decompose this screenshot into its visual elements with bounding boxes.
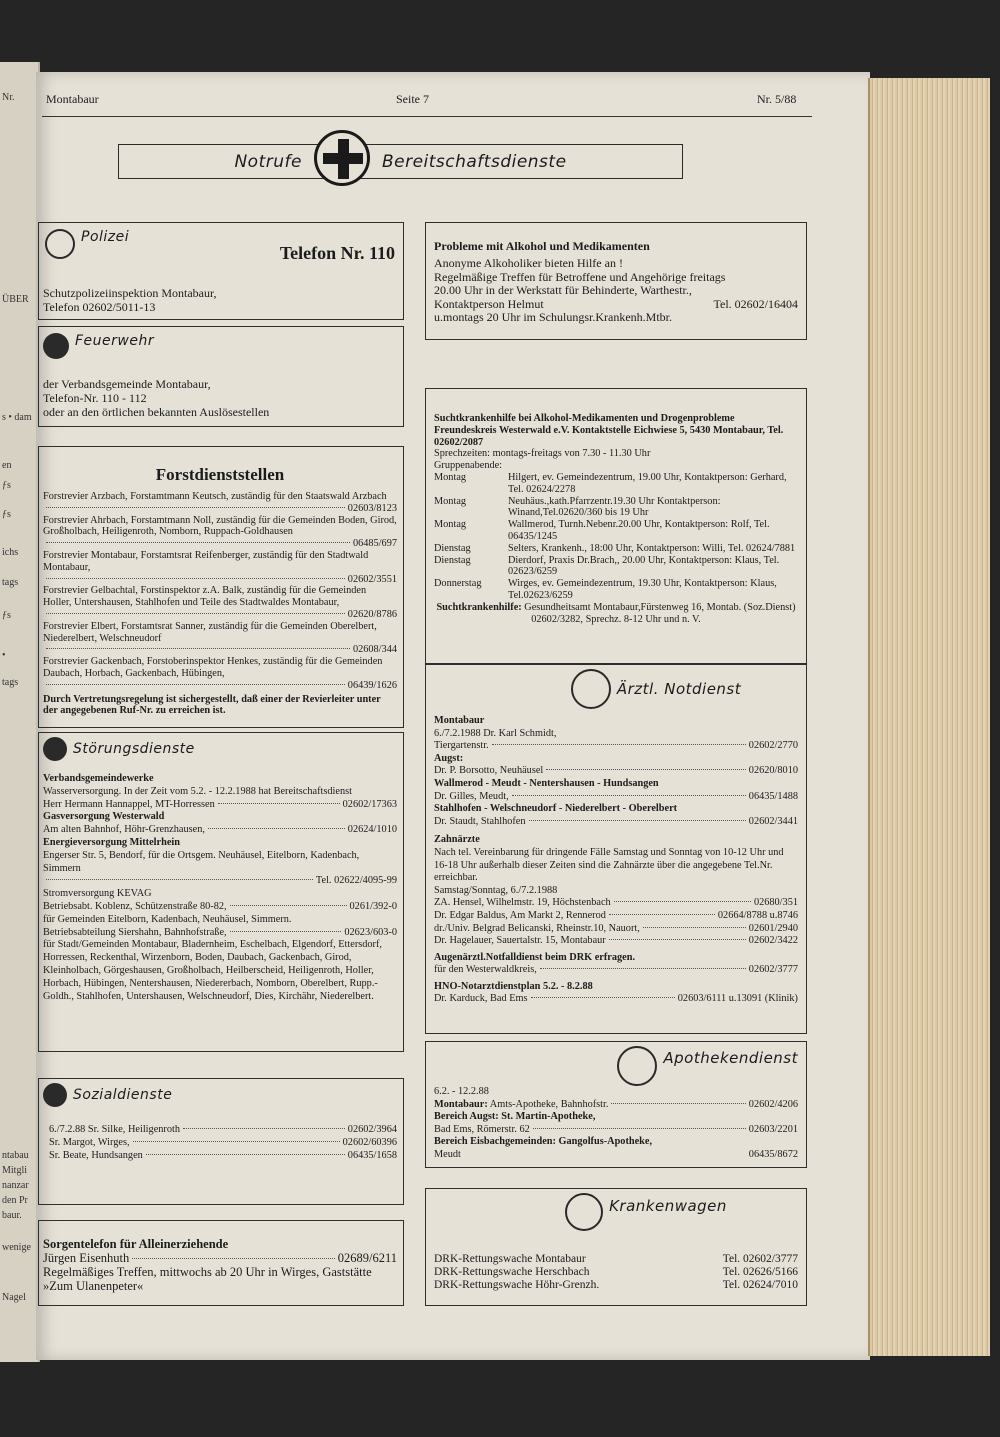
arzt-region: Wallmerod - Meudt - Nentershausen - Hundsangen (434, 777, 659, 789)
sucht-groups-label: Gruppenabende: (434, 460, 503, 472)
apotheke-line: Meudt 06435/8672 (434, 1148, 798, 1160)
arzt-box (425, 664, 807, 1034)
arzt-line: Dr. Gilles, Meudt, 06435/1488 (434, 790, 798, 802)
sucht-hours: Sprechzeiten: montags-freitags von 7.30 - 11.30 Uhr (434, 448, 651, 460)
left-fragment: wenige (2, 1242, 31, 1253)
apotheke-heading-text: Apothekendienst (663, 1049, 798, 1067)
sorgen-text: Regelmäßiges Treffen, mittwochs ab 20 Uhr in Wirges, Gaststätte »Zum Ulanenpeter« (43, 1265, 372, 1293)
arzt-hno: HNO-Notarztdienstplan 5.2. - 8.2.88 (434, 980, 593, 992)
left-page-edge (0, 62, 40, 1362)
left-fragment: ƒs (2, 480, 11, 491)
feuerwehr-text (43, 377, 269, 419)
left-fragment: ntabau (2, 1150, 29, 1161)
alkohol-line: Regelmäßige Treffen für Betroffene und Angehörige freitags (434, 269, 726, 284)
kranken-list (434, 1253, 798, 1292)
left-fragment: Nagel (2, 1292, 26, 1303)
sozial-line: 6./7.2.88 Sr. Silke, Heiligenroth 02602/3964 (49, 1124, 397, 1135)
left-fragment: ichs (2, 547, 19, 558)
arzt-region: Montabaur (434, 715, 485, 726)
forst-phone: 02608/344 (352, 644, 397, 656)
kranken-box (425, 1188, 807, 1306)
ambulance-cross-icon (565, 1193, 603, 1231)
stoerung-line: Energieversorgung Mittelrhein (43, 836, 180, 848)
left-fragment: tags (2, 677, 19, 688)
left-fragment: s • dam (2, 412, 32, 423)
title-banner (118, 144, 683, 179)
police-badge-icon (45, 229, 75, 259)
alkohol-contact: Kontaktperson Helmut Tel. 02602/16404 (434, 296, 798, 311)
polizei-box (38, 222, 404, 320)
header-town: Montabaur (46, 92, 99, 106)
alkohol-line: 20.00 Uhr in der Werkstatt für Behinderte, Warthestr., (434, 283, 692, 297)
sozial-box (38, 1078, 404, 1205)
left-fragment: en (2, 460, 12, 471)
kranken-heading (494, 1193, 798, 1231)
left-fragment: baur. (2, 1210, 22, 1221)
arzt-line: 6./7.2.1988 Dr. Karl Schmidt, (434, 727, 557, 739)
forst-entry: Forstrevier Gelbachtal, Forstinspektor z.A. Balk, zuständig für die Gemeinden Holler, Untershausen, Stahlhofen und Teile des Stadtwaldes Montabaur, 02620/8786 (43, 585, 397, 620)
stoerung-line: Wasserversorgung. In der Zeit vom 5.2. - 12.2.1988 hat Bereitschaftsdienst (43, 785, 352, 797)
stoerung-line: Betriebsabt. Koblenz, Schützenstraße 80-82, 0261/392-0 (43, 900, 397, 912)
arzt-zahn-date: Samstag/Sonntag, 6./7.2.1988 (434, 884, 558, 896)
feuerwehr-line: oder an den örtlichen bekannten Auslösestellen (43, 405, 270, 419)
polizei-line: Schutzpolizeiinspektion Montabaur, (43, 286, 217, 300)
feuerwehr-line: Telefon-Nr. 110 - 112 (43, 391, 147, 405)
left-fragment: tags (2, 577, 19, 588)
stoerung-box (38, 732, 404, 1052)
stoerung-heading (43, 737, 397, 761)
apotheke-date: 6.2. - 12.2.88 (434, 1086, 489, 1097)
stoerung-line: Stromversorgung KEVAG (43, 888, 152, 900)
stoerung-line: Engerser Str. 5, Bendorf, für die Ortsgem. Neuhäusel, Eitelborn, Kadenbach, Simmern Tel. 02622/4095-99 (43, 849, 397, 887)
arzt-list (434, 715, 798, 1006)
arzt-line: Dr. Edgar Baldus, Am Markt 2, Rennerod 02664/8788 u.8746 (434, 909, 798, 921)
sorgen-phone: 02689/6211 (337, 1251, 397, 1265)
stoerung-line: Herr Hermann Hannappel, MT-Horressen 02602/17363 (43, 798, 397, 810)
sucht-title: Suchtkrankenhilfe bei Alkohol-Medikamenten und Drogenprobleme Freundeskreis Westerwald e.V. Kontaktstelle Eichwiese 5, 5430 Montabaur, Tel. 02602/2087 (434, 413, 784, 448)
emergency-cross-icon (314, 130, 370, 186)
alkohol-title: Probleme mit Alkohol und Medikamenten (434, 239, 650, 253)
polizei-text (43, 286, 216, 314)
forst-box (38, 446, 404, 728)
arzt-drk: Augenärztl.Notfalldienst beim DRK erfragen. (434, 951, 636, 963)
fire-helmet-icon (43, 333, 69, 359)
forst-title: Forstdienststellen (155, 465, 285, 484)
alkohol-text (434, 257, 798, 325)
left-fragment: Nr. (2, 92, 15, 103)
alkohol-line: u.montags 20 Uhr im Schulungsr.Krankenh.Mtbr. (434, 310, 672, 324)
sozial-line: Sr. Margot, Wirges, 02602/60396 (49, 1137, 397, 1148)
polizei-phone-title: Telefon Nr. 110 (279, 243, 395, 263)
apotheke-line: Bereich Eisbachgemeinden: Gangolfus-Apotheke, (434, 1136, 653, 1148)
kranken-row: DRK-Rettungswache Höhr-Grenzh. Tel. 02624/7010 (434, 1279, 798, 1291)
sucht-groups (434, 472, 798, 602)
sozial-line: Sr. Beate, Hundsangen 06435/1658 (49, 1150, 397, 1161)
sozial-heading-text: Sozialdienste (73, 1087, 173, 1103)
kranken-row: DRK-Rettungswache Montabaur Tel. 02602/3777 (434, 1253, 798, 1265)
sucht-box (425, 388, 807, 664)
sorgen-contact: Jürgen Eisenhuth 02689/6211 (43, 1251, 397, 1265)
caduceus-icon (571, 669, 611, 709)
kranken-row: DRK-Rettungswache Herschbach Tel. 02626/5166 (434, 1266, 798, 1278)
sorgen-title: Sorgentelefon für Alleinerziehende (43, 1237, 229, 1251)
forst-entry: Forstrevier Ahrbach, Forstamtmann Noll, zuständig für die Gemeinden Boden, Girod, Großholbach, Heiligenroth, Nomborn, Ruppach-Goldhausen 06485/697 (43, 514, 397, 550)
alkohol-box (425, 222, 807, 340)
arzt-line: Dr. Staudt, Stahlhofen 02602/3441 (434, 815, 798, 827)
sozial-list (43, 1123, 397, 1162)
arzt-zahn-title: Zahnärzte (434, 834, 480, 846)
arzt-line: Dr. Karduck, Bad Ems 02603/6111 u.13091 (Klinik) (434, 993, 798, 1005)
forst-phone: 02620/8786 (347, 608, 397, 620)
left-fragment: den Pr (2, 1195, 28, 1206)
forst-entry: Forstrevier Gackenbach, Forstoberinspektor Henkes, zuständig für die Gemeinden Daubach, Horbach, Gackenbach, Hübingen, 06439/1626 (43, 656, 397, 691)
sucht-group: Montag Hilgert, ev. Gemeindezentrum, 19.00 Uhr, Kontaktperson: Gerhard, Tel. 02624/2278 (434, 471, 787, 495)
forst-entry: Forstrevier Arzbach, Forstamtmann Keutsch, zuständig für den Staatswald Arzbach 02603/8123 (43, 491, 397, 514)
banner-right-title: Bereitschaftsdienste (381, 151, 567, 172)
hands-icon (43, 1083, 67, 1107)
polizei-heading (45, 229, 129, 259)
arzt-line: dr./Univ. Belgrad Belicanski, Rheinstr.10, Nauort, 02601/2940 (434, 922, 798, 934)
left-fragment: • (2, 650, 6, 661)
stoerung-line: Am alten Bahnhof, Höhr-Grenzhausen, 02624/1010 (43, 824, 397, 836)
banner-left-title: Notrufe (234, 151, 302, 172)
stoerung-list (43, 773, 397, 1003)
sucht-footer: Suchtkrankenhilfe: Gesundheitsamt Montabaur,Fürstenweg 16, Montab. (Soz.Dienst) 02602/3282, Sprechz. 8-12 Uhr und n. V. (436, 601, 796, 625)
arzt-line: ZA. Hensel, Wilhelmstr. 19, Höchstenbach 02680/351 (434, 897, 798, 909)
left-fragment: Mitgli (2, 1165, 28, 1176)
feuerwehr-box (38, 326, 404, 427)
lightning-bolt-icon (43, 737, 67, 761)
left-fragment: ƒs (2, 610, 11, 621)
forst-note: Durch Vertretungsregelung ist sichergestellt, daß einer der Revierleiter unter der angegebenen Ruf-Nr. zu erreichen ist. (43, 693, 381, 717)
sucht-group: Montag Wallmerod, Turnh.Nebenr.20.00 Uhr, Kontaktperson: Rolf, Tel. 06435/1245 (434, 519, 770, 542)
header-rule (42, 116, 812, 117)
feuerwehr-heading-text: Feuerwehr (75, 333, 155, 349)
arzt-line: Dr. Hagelauer, Sauertalstr. 15, Montabaur 02602/3422 (434, 935, 798, 947)
stoerung-line: Gasversorgung Westerwald (43, 811, 165, 823)
forst-phone: 02602/3551 (347, 573, 397, 585)
polizei-heading-text: Polizei (81, 229, 130, 245)
pharmacy-icon (617, 1046, 657, 1086)
forst-phone: 02603/8123 (347, 502, 397, 514)
sozial-heading (43, 1083, 397, 1107)
arzt-region: Augst: (434, 752, 464, 764)
apotheke-box (425, 1041, 807, 1168)
alkohol-line: Anonyme Alkoholiker bieten Hilfe an ! (434, 256, 623, 270)
sucht-group: Montag Neuhäus.,kath.Pfarrzentr.19.30 Uhr Kontaktperson: Winand,Tel.02620/360 bis 19 Uhr (434, 495, 721, 519)
book-page-edges (868, 78, 990, 1356)
sucht-group: Dienstag Selters, Krankenh., 18:00 Uhr, Kontaktperson: Willi, Tel. 02624/7881 (434, 542, 796, 554)
arzt-heading (514, 669, 798, 709)
forst-entry: Forstrevier Elbert, Forstamtsrat Sanner, zuständig für die Gemeinden Oberelbert, Niederelbert, Welschneudorf 02608/344 (43, 620, 397, 656)
forst-entry: Forstrevier Montabaur, Forstamtsrat Reifenberger, zuständig für den Stadtwald Montabaur, 02602/3551 (43, 549, 397, 585)
arzt-zahn-text: Nach tel. Vereinbarung für dringende Fälle Samstag und Sonntag von 10-12 Uhr und 16-18 Uhr außerhalb dieser Zeiten sind die Zahnärzte über die angegebene Tel.Nr. erreichbar. (434, 846, 784, 884)
apotheke-heading (434, 1046, 798, 1086)
feuerwehr-line: der Verbandsgemeinde Montabaur, (43, 377, 211, 391)
apotheke-line: Montabaur: Amts-Apotheke, Bahnhofstr. 02602/4206 (434, 1098, 798, 1110)
stoerung-heading-text: Störungsdienste (73, 741, 195, 757)
left-fragment: ƒs (2, 509, 11, 520)
sucht-group: Dienstag Dierdorf, Praxis Dr.Brach,, 20.00 Uhr, Kontaktperson: Klaus, Tel. 02623/6259 (434, 554, 780, 578)
alkohol-phone: Tel. 02602/16404 (713, 296, 798, 311)
arzt-line: Tiergartenstr. 02602/2770 (434, 740, 798, 752)
stoerung-line: Betriebsabteilung Siershahn, Bahnhofstraße, 02623/603-0 (43, 926, 397, 938)
arzt-region: Stahlhofen - Welschneudorf - Niederelbert - Oberelbert (434, 803, 678, 815)
header-page-number: Seite 7 (396, 92, 429, 106)
left-fragment: ÜBER (2, 294, 29, 305)
apotheke-list (434, 1086, 798, 1162)
forst-entries (43, 491, 397, 717)
apotheke-line: Bad Ems, Römerstr. 62 02603/2201 (434, 1123, 798, 1135)
forst-phone: 06485/697 (352, 538, 397, 550)
arzt-line: für den Westerwaldkreis, 02602/3777 (434, 964, 798, 976)
stoerung-line: für Stadt/Gemeinden Montabaur, Bladernheim, Eschelbach, Elgendorf, Ettersdorf, Horressen, Reckenthal, Wirzenborn, Boden, Daubach, Gackenbach, Girod, Kleinholbach, Görgeshausen, Großholbach, Heilberscheid, Heiligenroth, Holler, Horbach, Hübingen, Nentershausen, Niedererbach, Nomborn, Oberelbert, Rupp.-Goldh., Stahlhofen, Untershausen, Welschneudorf, Dies, Kirchähr, Niederelbert. (43, 939, 382, 1002)
stoerung-line: für Gemeinden Eitelborn, Kadenbach, Neuhäusel, Simmern. (43, 913, 292, 925)
polizei-line: Telefon 02602/5011-13 (43, 300, 156, 314)
arzt-heading-text: Ärztl. Notdienst (616, 680, 742, 698)
stoerung-line: Verbandsgemeindewerke (43, 773, 154, 784)
kranken-heading-text: Krankenwagen (609, 1197, 727, 1215)
feuerwehr-heading (43, 333, 154, 359)
sorgen-box (38, 1220, 404, 1306)
header-issue-number: Nr. 5/88 (757, 92, 797, 106)
sucht-group: Donnerstag Wirges, ev. Gemeindezentrum, 19.30 Uhr, Kontaktperson: Klaus, Tel.02623/6259 (434, 578, 777, 601)
left-fragment: nanzar (2, 1180, 29, 1191)
apotheke-line: Bereich Augst: St. Martin-Apotheke, (434, 1111, 596, 1123)
arzt-line: Dr. P. Borsotto, Neuhäusel 02620/8010 (434, 765, 798, 777)
forst-phone: 06439/1626 (347, 679, 397, 691)
